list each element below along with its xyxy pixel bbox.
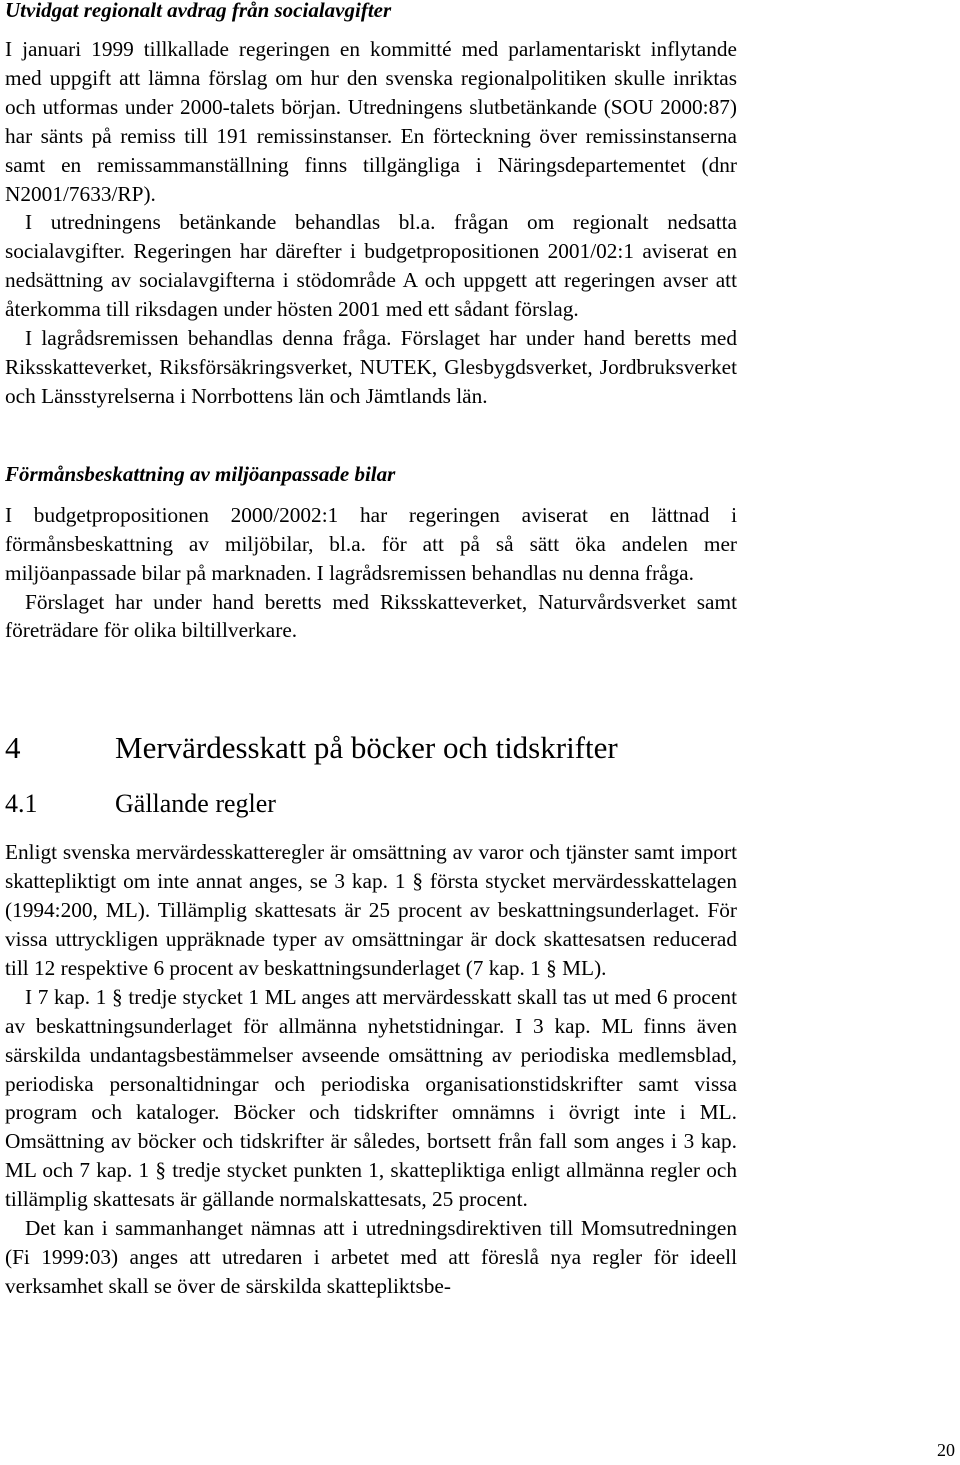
paragraph: I 7 kap. 1 § tredje stycket 1 ML anges att mervärdesskatt skall tas ut med 6 procent av beskattningsunderlaget för allmänna nyhetstidningar. I 3 kap. ML finns även särskilda undantagsbestämmelser avseende omsättning av periodiska medlemsblad, periodiska personaltidningar och periodiska organisationstidskrifter samt vissa program och kataloger. Böcker och tidskrifter omnämns i övrigt inte i ML. Omsättning av böcker och tidskrifter är således, bortsett från fall som anges i 3 kap. ML och 7 kap. 1 § tredje stycket punkten 1, skattepliktiga enligt allmänna regler och tillämplig skattesats är gällande normalskattesats, 25 procent.	[5, 984, 737, 1212]
chapter-number: 4	[5, 730, 21, 766]
paragraph: I utredningens betänkande behandlas bl.a. frågan om regionalt nedsatta socialavgifter. Regeringen har därefter i budgetpropositionen 2001/02:1 aviserat en nedsättning av socialavgifterna i stödområde A och uppgett att regeringen avser att återkomma till riksdagen under hösten 2001 med ett sådant förslag.	[5, 210, 737, 322]
section-heading-regional: Utvidgat regionalt avdrag från socialavgifter	[5, 0, 392, 22]
subchapter-number: 4.1	[5, 789, 38, 819]
section-heading-cars: Förmånsbeskattning av miljöanpassade bilar	[5, 461, 396, 486]
paragraph: I januari 1999 tillkallade regeringen en kommitté med parlamentariskt inflytande med uppgift att lämna förslag om hur den svenska regionalpolitiken skulle inriktas och utformas under 2000-talets början. Utredningens slutbetänkande (SOU 2000:87) har sänts på remiss till 191 remissinstanser. En förteckning över remissinstanserna samt en remissammanställning finns tillgängliga i Näringsdepartementet (dnr N2001/7633/RP).	[5, 37, 737, 206]
paragraph: I budgetpropositionen 2000/2002:1 har regeringen aviserat en lättnad i förmånsbeskattning av miljöbilar, bl.a. för att på så sätt öka andelen mer miljöanpassade bilar på marknaden. I lagrådsremissen behandlas nu denna fråga.	[5, 502, 737, 585]
paragraph: Det kan i sammanhanget nämnas att i utredningsdirektiven till Momsutredningen (Fi 1999:03) anges att utredaren i arbetet med att föreslå nya regler för ideell verksamhet skall se över de särskilda skattepliktsbe-	[5, 1216, 737, 1298]
chapter-heading	[5, 728, 737, 768]
subchapter-title: Gällande regler	[115, 789, 276, 819]
paragraph: Enligt svenska mervärdesskatteregler är omsättning av varor och tjänster samt import skattepliktigt om inte annat anges, se 3 kap. 1 § första stycket mervärdesskattelagen (1994:200, ML). Tillämplig skattesats är 25 procent av beskattningsunderlaget. För vissa uttryckligen uppräknade typer av omsättningar är dock skattesatsen reducerad till 12 respektive 6 procent av beskattningsunderlaget (7 kap. 1 § ML).	[5, 840, 737, 980]
paragraph: I lagrådsremissen behandlas denna fråga. Förslaget har under hand beretts med Riksskatteverket, Riksförsäkringsverket, NUTEK, Glesbygdsverket, Jordbruksverket och Länsstyrelserna i Norrbottens län och Jämtlands län.	[5, 326, 737, 408]
document-page	[5, 0, 737, 1301]
chapter-title: Mervärdesskatt på böcker och tidskrifter	[115, 730, 618, 766]
subchapter-heading	[5, 787, 737, 821]
paragraph: Förslaget har under hand beretts med Riksskatteverket, Naturvårdsverket samt företrädare för olika biltillverkare.	[5, 589, 737, 643]
page-number: 20	[937, 1440, 955, 1460]
